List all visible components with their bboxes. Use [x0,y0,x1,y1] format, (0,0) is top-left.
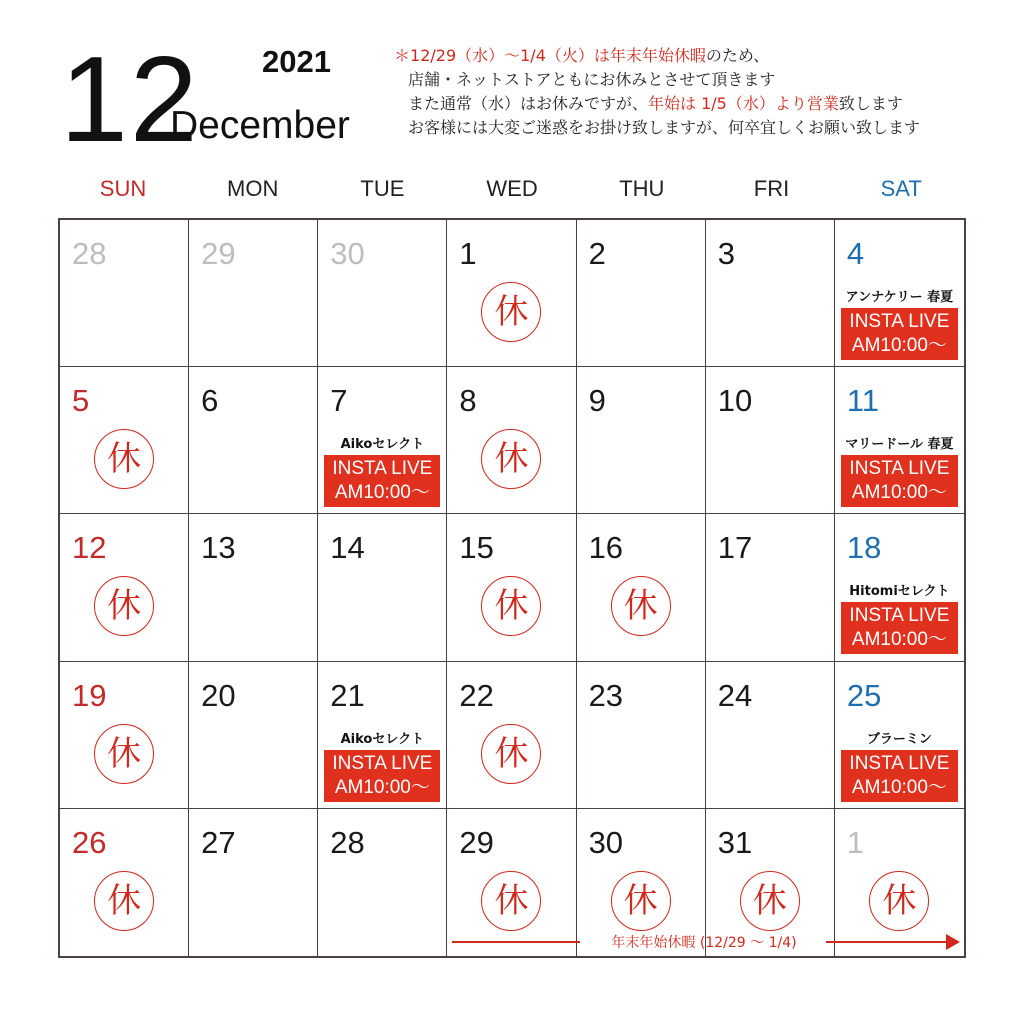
day-cell[interactable] [60,514,189,661]
day-cell[interactable] [447,514,576,661]
event-title: Aikoセレクト [340,731,425,747]
notice-line-4: お客様には大変ご迷惑をお掛け致しますが、何卒宜しくお願い致します [408,118,921,137]
live-time: AM10:00～ [851,629,947,651]
day-number: 24 [717,677,753,713]
day-cell[interactable] [189,514,318,661]
day-number: 28 [72,236,107,271]
live-time: AM10:00～ [334,482,430,504]
notice-line-2: 店舗・ネットストアともにお休みとさせて頂きます [408,70,776,89]
event-title: Aikoセレクト [340,437,425,453]
live-time: AM10:00～ [334,776,430,798]
notice-line-1-rest: のため、 [705,46,770,65]
day-number: 12 [72,530,107,566]
day-number: 23 [588,677,624,713]
notice-line-3-b: 致します [838,94,903,113]
day-cell[interactable] [577,514,706,661]
insta-live-badge [841,750,958,802]
day-cell[interactable] [60,220,189,367]
notice-reopen-date: 年始は 1/5（水）より営業 [648,94,839,113]
day-cell[interactable] [318,220,447,367]
day-cell[interactable] [706,514,835,661]
calendar-grid [58,218,966,958]
day-number: 20 [201,677,236,713]
weekday-tue: TUE [360,176,405,201]
day-cell[interactable] [577,662,706,809]
day-cell[interactable] [189,662,318,809]
day-cell[interactable] [706,220,835,367]
live-label: INSTA LIVE [849,605,950,627]
day-number: 21 [330,677,365,713]
day-cell[interactable] [447,220,576,367]
day-number: 3 [717,236,735,271]
day-number: 29 [201,236,236,271]
arrow-line-right [826,941,948,943]
notice-line-3 [394,92,920,116]
day-cell[interactable] [60,809,189,956]
day-number: 30 [330,236,365,271]
day-number: 11 [846,383,880,419]
day-number: 26 [72,824,107,860]
weekday-fri: FRI [753,176,790,201]
day-number: 8 [459,383,477,419]
holiday-notice [394,44,920,140]
weekday-wed: WED [486,176,538,201]
day-number: 5 [72,383,90,419]
day-number: 27 [201,824,236,860]
day-number: 13 [201,530,236,566]
closed-stamp-icon: 休 [611,576,671,636]
live-time: AM10:00～ [851,482,947,504]
day-cell[interactable] [577,220,706,367]
closed-stamp-icon: 休 [611,871,671,931]
notice-line-1 [394,44,920,68]
live-label: INSTA LIVE [849,458,950,480]
day-number: 17 [717,530,753,566]
live-label: INSTA LIVE [849,752,950,774]
day-number: 1 [846,824,865,860]
closed-stamp-icon: 休 [481,576,541,636]
year-label: 2021 [262,44,331,79]
weekday-sat: SAT [880,176,922,201]
day-number: 19 [72,677,107,713]
day-cell[interactable] [835,514,964,661]
notice-line-3-a: また通常（水）はお休みですが、 [408,94,649,113]
day-cell[interactable] [577,367,706,514]
holiday-period-label: 年末年始休暇 (12/29 ～ 1/4) [611,935,797,951]
live-label: INSTA LIVE [849,311,950,332]
insta-live-badge [324,750,440,802]
day-cell[interactable] [706,367,835,514]
day-cell[interactable] [706,662,835,809]
day-number: 29 [459,824,494,860]
closed-stamp-icon: 休 [740,871,800,931]
day-cell[interactable] [318,514,447,661]
month-number: 12 [60,31,200,167]
notice-asterisk: ＊ [394,46,411,65]
day-cell[interactable] [835,367,964,514]
event-title: アンナケリー 春夏 [845,290,954,305]
closed-stamp-icon: 休 [94,429,154,489]
day-number: 1 [459,236,477,271]
closed-stamp-icon: 休 [481,871,541,931]
event-title: Hitomiセレクト [849,584,950,600]
day-cell[interactable] [318,809,447,956]
closed-stamp-icon: 休 [94,724,154,784]
day-cell[interactable] [447,662,576,809]
day-number: 16 [588,530,624,566]
day-cell[interactable] [60,662,189,809]
arrow-head-icon [946,934,960,950]
day-cell[interactable] [189,367,318,514]
day-cell[interactable] [447,367,576,514]
closed-stamp-icon: 休 [481,429,541,489]
day-number: 25 [846,677,882,713]
live-label: INSTA LIVE [332,752,433,774]
day-cell[interactable] [835,220,964,367]
insta-live-badge [841,308,958,360]
day-number: 30 [588,824,624,860]
live-time: AM10:00～ [851,776,947,798]
event-title: ブラーミン [866,731,932,747]
day-number: 7 [330,383,348,419]
insta-live-badge [324,455,440,507]
closed-stamp-icon: 休 [94,576,154,636]
weekday-mon: MON [227,176,279,201]
day-number: 18 [846,530,882,566]
live-time: AM10:00～ [851,335,947,356]
day-number: 28 [330,824,365,860]
insta-live-badge [841,455,958,507]
day-cell[interactable] [318,367,447,514]
day-number: 9 [588,383,606,419]
day-cell[interactable] [189,809,318,956]
day-number: 14 [330,530,365,566]
day-number: 4 [846,236,865,271]
closed-stamp-icon: 休 [481,282,541,342]
weekday-sun: SUN [99,176,147,201]
notice-holiday-dates: 12/29（水）～1/4（火）は年末年始休暇 [410,46,706,65]
closed-stamp-icon: 休 [869,871,929,931]
day-cell[interactable] [60,367,189,514]
event-title: マリードール 春夏 [845,437,954,453]
live-label: INSTA LIVE [332,458,433,480]
day-number: 10 [717,383,753,419]
day-number: 15 [459,530,494,566]
day-number: 6 [201,383,219,419]
month-name: December [170,104,350,147]
insta-live-badge [841,602,958,654]
day-cell[interactable] [835,662,964,809]
closed-stamp-icon: 休 [481,724,541,784]
day-cell[interactable] [189,220,318,367]
arrow-line-left [452,941,580,943]
day-cell[interactable] [318,662,447,809]
weekday-thu: THU [619,176,665,201]
day-number: 31 [717,824,753,860]
day-number: 22 [459,677,494,713]
day-number: 2 [588,236,606,271]
holiday-period-arrow [452,932,964,952]
closed-stamp-icon: 休 [94,871,154,931]
